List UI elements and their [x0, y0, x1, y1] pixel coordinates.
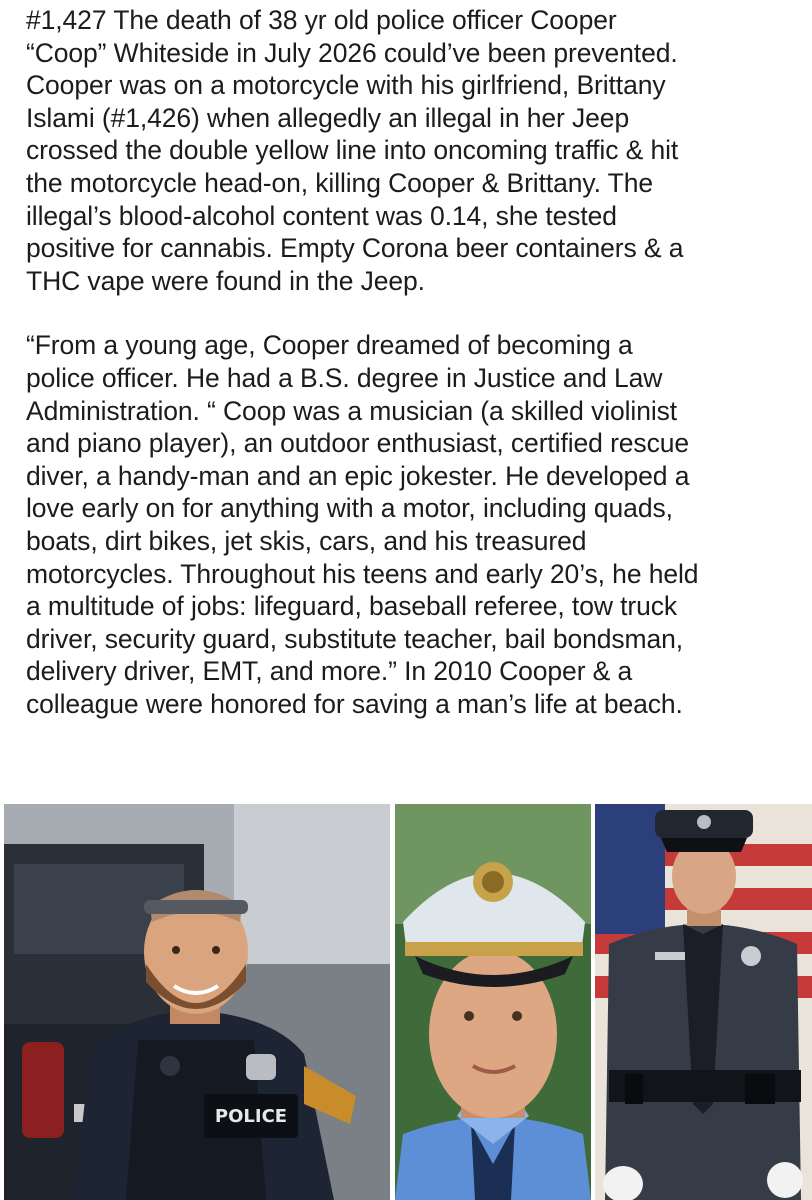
text-line: the motorcycle head-on, killing Cooper & Brittany. The: [26, 167, 653, 198]
text-line: a multitude of jobs: lifeguard, baseball referee, tow truck: [26, 591, 678, 622]
text-line: colleague were honored for saving a man’s life at beach.: [26, 688, 683, 719]
photo-officer-dress-uniform[interactable]: [595, 804, 812, 1200]
photo-officer-cap-image: [395, 804, 591, 1200]
text-line: motorcycles. Throughout his teens and early 20’s, he held: [26, 558, 699, 589]
text-line: love early on for anything with a motor, including quads,: [26, 493, 673, 524]
text-line: driver, security guard, substitute teacher, bail bondsman,: [26, 623, 684, 654]
photo-officer-dress-uniform-image: [595, 804, 812, 1200]
text-line: “Coop” Whiteside in July 2026 could’ve been prevented.: [26, 37, 678, 68]
text-line: delivery driver, EMT, and more.” In 2010 Cooper & a: [26, 656, 633, 687]
text-line: THC vape were found in the Jeep.: [26, 265, 425, 296]
text-line: illegal’s blood-alcohol content was 0.14, she tested: [26, 200, 617, 231]
text-line: Cooper was on a motorcycle with his girlfriend, Brittany: [26, 70, 666, 101]
text-line: boats, dirt bikes, jet skis, cars, and his treasured: [26, 525, 587, 556]
text-line: #1,427 The death of 38 yr old police officer Cooper: [26, 5, 617, 35]
photo-officer-cap[interactable]: [395, 804, 591, 1200]
text-line: Administration. “ Coop was a musician (a skilled violinist: [26, 395, 678, 426]
text-line: crossed the double yellow line into oncoming traffic & hit: [26, 135, 679, 166]
vest-police-label: POLICE: [214, 1106, 288, 1127]
photo-collage[interactable]: [0, 804, 812, 1200]
text-line: Islami (#1,426) when allegedly an illegal in her Jeep: [26, 102, 630, 133]
paragraph-biography: [26, 329, 796, 720]
text-line: positive for cannabis. Empty Corona beer containers & a: [26, 233, 684, 264]
post-text: [26, 4, 796, 720]
paragraph-incident: [26, 4, 796, 297]
text-line: police officer. He had a B.S. degree in Justice and Law: [26, 362, 663, 393]
text-line: “From a young age, Cooper dreamed of becoming a: [26, 330, 633, 361]
photo-officer-tactical[interactable]: [4, 804, 390, 1200]
text-line: and piano player), an outdoor enthusiast, certified rescue: [26, 428, 690, 459]
photo-officer-tactical-image: [4, 804, 390, 1200]
text-line: diver, a handy-man and an epic jokester. He developed a: [26, 460, 690, 491]
